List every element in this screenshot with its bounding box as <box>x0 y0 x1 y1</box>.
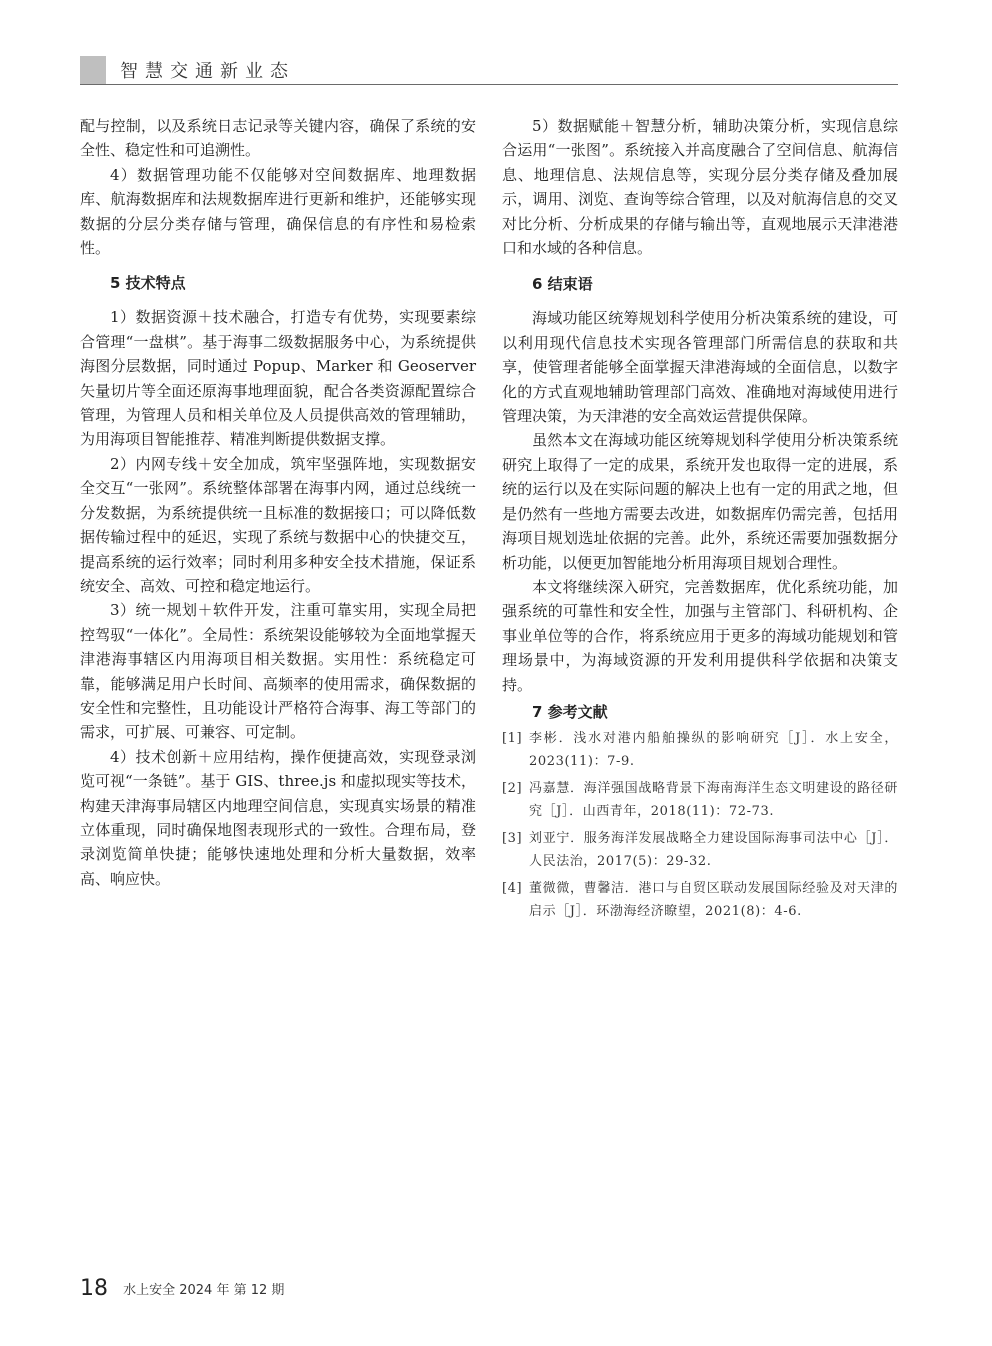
reference-text: 冯嘉慧．海洋强国战略背景下海南海洋生态文明建设的路径研究［J］．山西青年，2018(11)：72-73. <box>529 780 898 819</box>
conclusion-paragraph-1: 海域功能区统筹规划科学使用分析决策系统的建设，可以利用现代信息技术实现各管理部门所需信息的获取和共享，使管理者能够全面掌握天津港海域的全面信息，以数字化的方式直观地辅助管理部门高效、准确地对海域使用进行管理决策，为天津港的安全高效运营提供保障。 <box>502 309 898 426</box>
feature-paragraph-3: 3）统一规划＋软件开发，注重可靠实用，实现全局把控驾驭“一体化”。全局性：系统架设能够较为全面地掌握天津港海事辖区内用海项目相关数据。实用性：系统稳定可靠，能够满足用户长时间、高频率的使用需求，确保数据的安全性和完整性，且功能设计严格符合海事、海工等部门的需求，可扩展、可兼容、可定制。 <box>80 601 476 742</box>
feature-paragraph-1: 1）数据资源＋技术融合，打造专有优势，实现要素综合管理“一盘棋”。基于海事二级数据服务中心，为系统提供海图分层数据，同时通过 Popup、Marker 和 Geoserver 矢量切片等全面还原海事地理面貌，配合各类资源配置综合管理，为管理人员和相关单位及人员提供高效的管理辅助，为用海项目智能推荐、精准判断提供数据支撑。 <box>80 308 476 449</box>
heading-technical-features: 5 技术特点 <box>110 274 186 293</box>
heading-references: 7 参考文献 <box>532 702 608 721</box>
conclusion-paragraph-2: 虽然本文在海域功能区统筹规划科学使用分析决策系统研究上取得了一定的成果，系统开发也取得一定的进展，系统的运行以及在实际问题的解决上也有一定的用武之地，但是仍然有一些地方需要去改进，如数据库仍需完善，包括用海项目规划选址依据的完善。此外，系统还需要加强数据分析功能，以便更加智能地分析用海项目规划合理性。 <box>502 431 898 572</box>
reference-item <box>502 827 898 873</box>
section-title: 智慧交通新业态 <box>120 61 295 82</box>
header-accent-block <box>80 56 106 84</box>
feature-paragraph-2: 2）内网专线＋安全加成，筑牢坚强阵地，实现数据安全交互“一张网”。系统整体部署在海事内网，通过总线统一分发数据，为系统提供统一且标准的数据接口；可以降低数据传输过程中的延迟，实现了系统与数据中心的快捷交互，提高系统的运行效率；同时利用多种安全技术措施，保证系统安全、高效、可控和稳定地运行。 <box>80 454 476 595</box>
page-footer <box>80 1276 284 1301</box>
reference-text: 董微微，曹馨洁．港口与自贸区联动发展国际经验及对天津的启示［J］．环渤海经济瞭望，2021(8)：4-6. <box>529 880 898 919</box>
heading-conclusion: 6 结束语 <box>532 275 593 294</box>
reference-number: [4] <box>502 880 523 896</box>
right-column <box>502 114 898 927</box>
reference-list <box>502 727 898 923</box>
reference-number: [3] <box>502 830 523 846</box>
page-number: 18 <box>80 1276 108 1301</box>
reference-item <box>502 777 898 823</box>
left-column <box>80 114 476 891</box>
running-header <box>80 54 898 85</box>
feature-paragraph-4: 4）技术创新＋应用结构，操作便捷高效，实现登录浏览可视“一条链”。基于 GIS、three.js 和虚拟现实等技术，构建天津海事局辖区内地理空间信息，实现真实场景的精准立体重现，同时确保地图表现形式的一致性。合理布局，登录浏览简单快捷；能够快速地处理和分析大量数据，效率高、响应快。 <box>80 747 476 888</box>
reference-item <box>502 877 898 923</box>
reference-text: 刘亚宁．服务海洋发展战略全力建设国际海事司法中心［J］．人民法治，2017(5)：29-32. <box>529 830 898 869</box>
reference-text: 李彬．浅水对港内船舶操纵的影响研究［J］．水上安全，2023(11)：7-9. <box>529 730 898 769</box>
feature-paragraph-5: 5）数据赋能＋智慧分析，辅助决策分析，实现信息综合运用“一张图”。系统接入并高度融合了空间信息、航海信息、地理信息、法规信息等，实现分层分类存储及叠加展示，调用、浏览、查询等综合管理，以及对航海信息的交叉对比分析、分析成果的存储与输出等，直观地展示天津港港口和水域的各种信息。 <box>502 117 898 258</box>
paragraph-continued: 配与控制，以及系统日志记录等关键内容，确保了系统的安全性、稳定性和可追溯性。 <box>80 117 476 160</box>
paragraph-data-management: 4）数据管理功能不仅能够对空间数据库、地理数据库、航海数据库和法规数据库进行更新和维护，还能够实现数据的分层分类存储与管理，确保信息的有序性和易检索性。 <box>80 165 476 258</box>
reference-number: [1] <box>502 730 523 746</box>
journal-info: 水上安全 2024 年 第 12 期 <box>123 1283 285 1298</box>
conclusion-paragraph-3: 本文将继续深入研究，完善数据库，优化系统功能，加强系统的可靠性和安全性，加强与主管部门、科研机构、企事业单位等的合作，将系统应用于更多的海域功能规划和管理场景中，为海域资源的开发利用提供科学依据和决策支持。 <box>502 577 898 694</box>
reference-item <box>502 727 898 773</box>
reference-number: [2] <box>502 780 523 796</box>
